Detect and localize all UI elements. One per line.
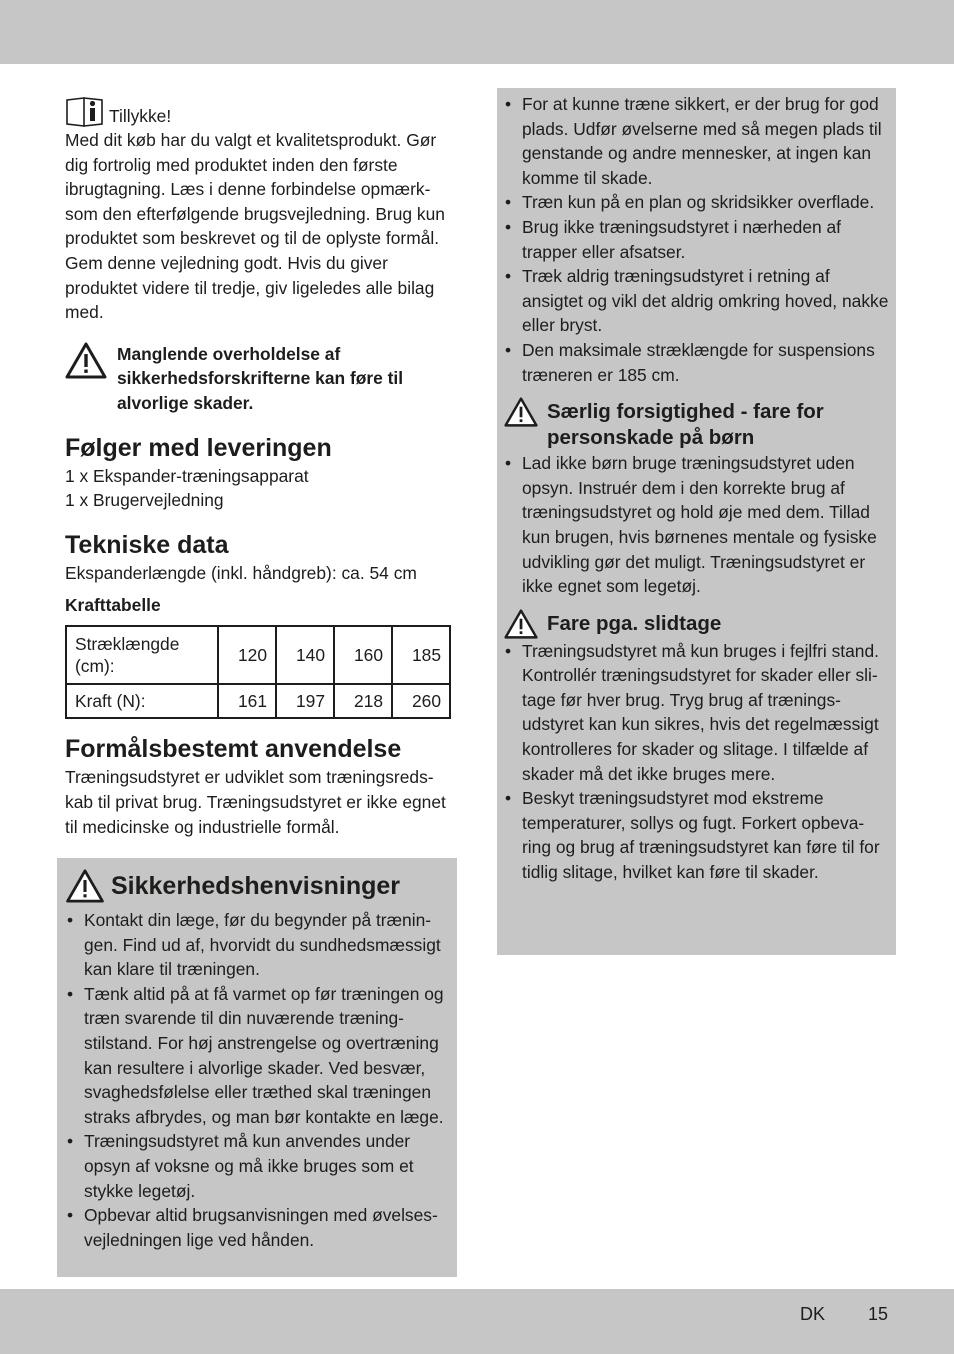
table-row <box>66 684 450 718</box>
list-item: • Lad ikke børn bruge træningsudstyret uden opsyn. Instruér dem i den korrekte brug af træningsudstyret og hold øje med dem. Tillad kun brugen, hvis børnenes mentale og fysiske udvikling gør det muligt. Træningsudstyret er ikke egnet som legetøj. <box>503 451 890 599</box>
safety-heading <box>65 864 449 908</box>
list-item: • Opbevar altid brugsanvisningen med øvelses-vejledningen lige ved hånden. <box>65 1203 449 1252</box>
wear-warning-heading <box>503 611 890 639</box>
row-label: Stræklængde (cm): <box>66 626 218 684</box>
top-band <box>0 0 954 64</box>
table-cell: 218 <box>334 684 392 718</box>
intro-title: Tillykke! <box>109 106 172 126</box>
table-cell: 161 <box>218 684 276 718</box>
table-cell: 120 <box>218 626 276 684</box>
list-item: • Tænk altid på at få varmet op før træningen og træn svarende til din nuværende træning-stilstand. For høj anstrengelse og overtræning kan resultere i alvorlige skader. Ved besvær, svaghedsfølelse eller træthed skal træningen straks afbrydes, og man bør kontakte en læge. <box>65 982 449 1130</box>
safety-list <box>65 908 449 1252</box>
safety-box <box>57 858 457 1277</box>
table-cell: 185 <box>392 626 450 684</box>
list-item: • Den maksimale stræklængde for suspensions træneren er 185 cm. <box>503 338 890 387</box>
safety-title: Sikkerhedshenvisninger <box>111 871 401 900</box>
children-warning-title: Særlig forsigtighed - fare for personskade på børn <box>547 400 824 450</box>
expander-length: Ekspanderlængde (inkl. håndgreb): ca. 54 cm <box>65 562 417 583</box>
delivery-item: 1 x Brugervejledning <box>65 490 224 511</box>
list-item: • Træningsudstyret må kun bruges i fejlfri stand. Kontrollér træningsudstyret for skader eller sli-tage før hver brug. Tryg brug af trænings-udstyret kan kun sikres, hvis det regelmæssigt kontrolleres for skader og slitage. I tilfælde af skader må det ikke bruges mere. <box>503 639 890 787</box>
purpose-text: Træningsudstyret er udviklet som træningsreds-kab til privat brug. Træningsudstyret er ikke egnet til medicinske og industrielle formål. <box>65 767 446 837</box>
list-item: • Brug ikke træningsudstyret i nærheden af trapper eller afsatser. <box>503 215 890 264</box>
page-number: 15 <box>868 1304 889 1324</box>
intro-heading <box>65 96 453 128</box>
children-list <box>503 451 890 599</box>
children-warning-heading <box>503 399 890 451</box>
purpose-heading: Formålsbestemt anvendelse <box>65 735 402 764</box>
list-item: • Træn kun på en plan og skridsikker overflade. <box>503 190 890 215</box>
intro-text: Med dit køb har du valgt et kvalitetsprodukt. Gør dig fortrolig med produktet inden den første ibrugtagning. Læs i denne forbindelse opmærk-som den efterfølgende brugsvejledning. Brug kun produktet som beskrevet og til de oplyste formål. Gem denne vejledning godt. Hvis du giver produktet videre til tredje, giv ligeledes alle bilag med. <box>65 130 445 323</box>
left-column <box>65 96 453 839</box>
warning-triangle-icon <box>65 342 107 379</box>
table-cell: 260 <box>392 684 450 718</box>
list-item: • Beskyt træningsudstyret mod ekstreme temperaturer, sollys og fugt. Forkert opbeva-ring og brug af træningsudstyret kan føre til for tidlig slitage, hvilket kan føre til skader. <box>503 786 890 884</box>
table-cell: 140 <box>276 626 334 684</box>
language-code: DK <box>800 1304 826 1324</box>
list-item: • For at kunne træne sikkert, er der brug for god plads. Udfør øvelserne med så megen plads til genstande og andre mennesker, at ingen kan komme til skade. <box>503 92 890 190</box>
table-cell: 160 <box>334 626 392 684</box>
main-warning-text: Manglende overholdelse af sikkerhedsforskrifterne kan føre til alvorlige skader. <box>117 343 404 413</box>
right-safety-box <box>497 88 896 955</box>
warning-triangle-icon <box>503 397 539 427</box>
general-safety-list <box>503 92 890 387</box>
table-cell: 197 <box>276 684 334 718</box>
row-label: Kraft (N): <box>66 684 218 718</box>
tech-heading: Tekniske data <box>65 530 229 559</box>
warning-triangle-icon <box>503 609 539 639</box>
delivery-heading: Følger med leveringen <box>65 433 332 462</box>
warning-triangle-icon <box>65 869 105 903</box>
force-table <box>65 625 451 719</box>
list-item: • Træningsudstyret må kun anvendes under opsyn af voksne og må ikke bruges som et stykke legetøj. <box>65 1129 449 1203</box>
wear-list <box>503 639 890 885</box>
force-table-title: Krafttabelle <box>65 595 161 616</box>
delivery-item: 1 x Ekspander-træningsapparat <box>65 465 309 486</box>
list-item: • Kontakt din læge, før du begynder på trænin-gen. Find ud af, hvorvidt du sundhedsmæssigt kan klare til træningen. <box>65 908 449 982</box>
main-warning <box>65 342 453 416</box>
wear-warning-title: Fare pga. slidtage <box>547 611 722 635</box>
table-row <box>66 626 450 684</box>
info-book-icon <box>65 96 105 128</box>
list-item: • Træk aldrig træningsudstyret i retning af ansigtet og vikl det aldrig omkring hoved, nakke eller bryst. <box>503 264 890 338</box>
